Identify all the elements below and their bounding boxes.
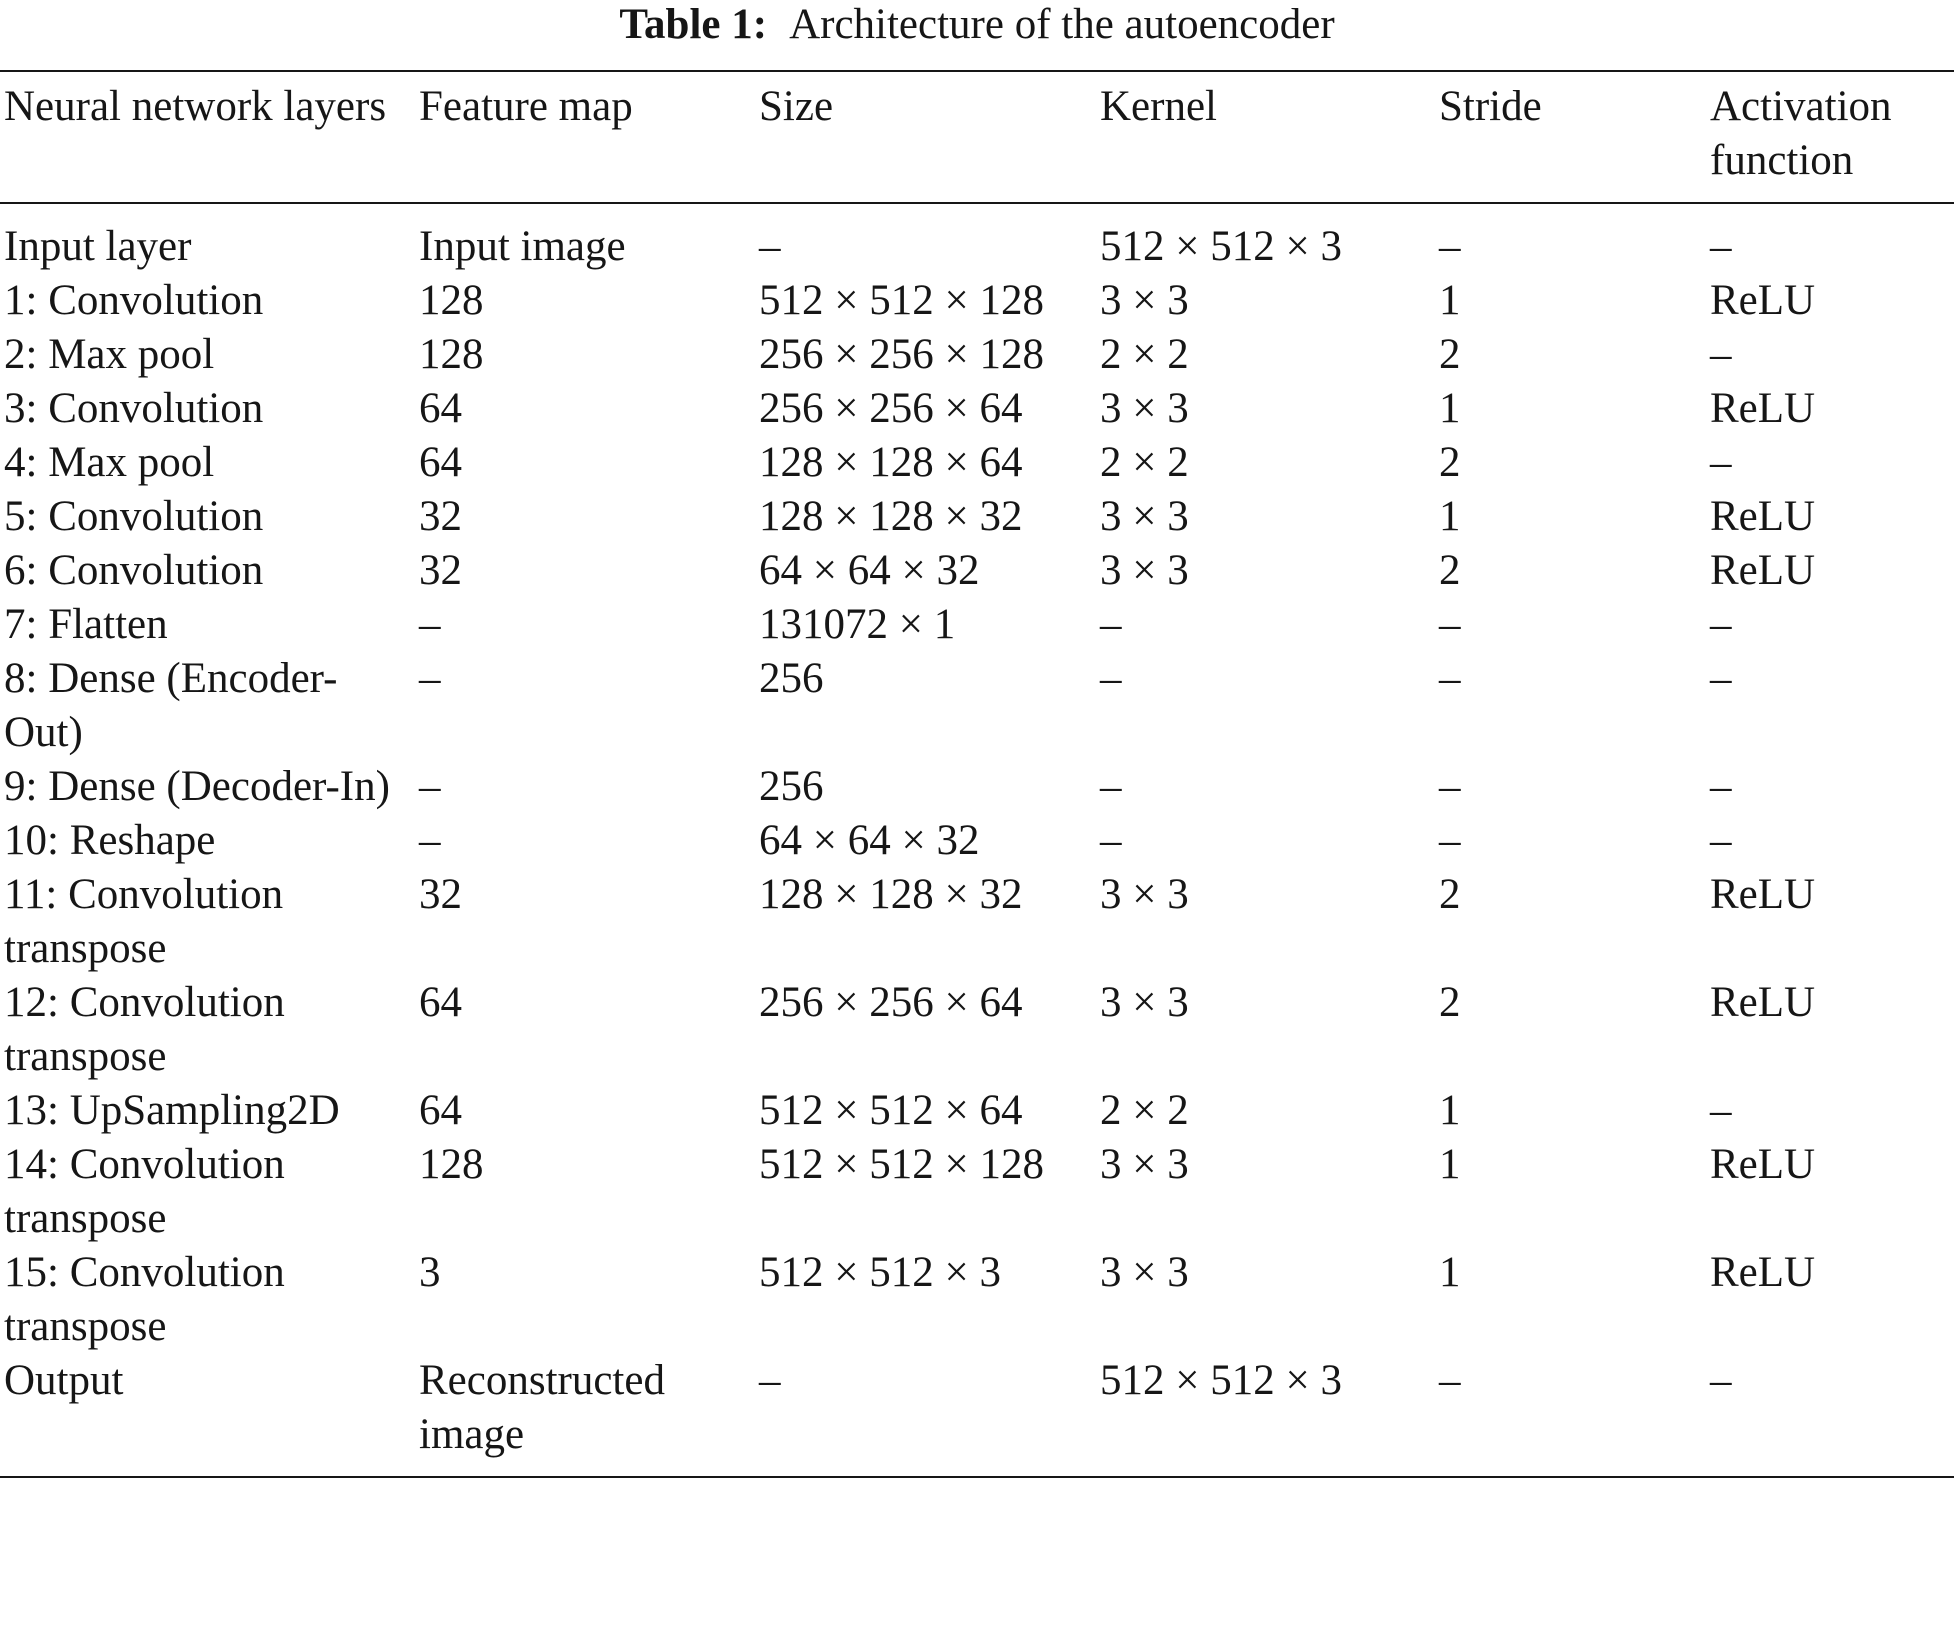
cell-layer: 6: Convolution (4, 547, 264, 594)
cell-activation: – (1710, 817, 1732, 864)
header-activation: Activation function (1706, 71, 1954, 203)
cell-layer: 10: Reshape (4, 817, 216, 864)
cell-layer: 11: Convolution transpose (4, 871, 284, 972)
cell-feature-map: 32 (419, 871, 462, 918)
cell-feature-map: 64 (419, 1087, 462, 1134)
cell-stride: 1 (1439, 277, 1461, 324)
cell-layer: 14: Convolution transpose (4, 1141, 285, 1242)
cell-kernel: – (1100, 817, 1122, 864)
cell-size: 128 × 128 × 32 (759, 871, 1023, 918)
cell-stride: 2 (1439, 547, 1461, 594)
cell-layer: 13: UpSampling2D (4, 1087, 340, 1134)
cell-stride: 2 (1439, 871, 1461, 918)
table-row (0, 382, 1954, 436)
cell-layer: Output (0, 1354, 415, 1477)
cell-activation: – (1710, 223, 1732, 270)
cell-size: 512 × 512 × 128 (759, 277, 1045, 324)
cell-feature-map: 128 (419, 277, 484, 324)
cell-stride: – (1439, 763, 1461, 810)
cell-activation: ReLU (1710, 1249, 1816, 1296)
cell-stride: – (1439, 601, 1461, 648)
cell-activation: ReLU (1710, 385, 1816, 432)
table-row (0, 1138, 1954, 1246)
table-row (0, 436, 1954, 490)
cell-kernel: 3 × 3 (1100, 871, 1189, 918)
cell-size: 64 × 64 × 32 (759, 547, 980, 594)
cell-size: 64 × 64 × 32 (759, 817, 980, 864)
table-row (0, 814, 1954, 868)
cell-kernel: – (1100, 601, 1122, 648)
cell-layer: 15: Convolution transpose (4, 1249, 285, 1350)
cell-layer: Input layer (4, 223, 192, 270)
cell-size: 512 × 512 × 3 (759, 1249, 1002, 1296)
cell-feature-map: 64 (419, 979, 462, 1026)
table-row (0, 598, 1954, 652)
cell-stride: – (1439, 223, 1461, 270)
cell-activation: ReLU (1710, 979, 1816, 1026)
cell-stride: 1 (1439, 493, 1461, 540)
table-caption (0, 2, 1954, 48)
cell-stride: 2 (1439, 331, 1461, 378)
cell-stride: 2 (1439, 439, 1461, 486)
cell-stride: – (1439, 655, 1461, 702)
cell-stride: 1 (1439, 1141, 1461, 1188)
cell-activation: – (1706, 1354, 1954, 1477)
cell-activation: – (1710, 601, 1732, 648)
table-row (0, 274, 1954, 328)
header-stride: Stride (1435, 71, 1706, 203)
cell-size: 131072 × 1 (759, 601, 956, 648)
cell-stride: 2 (1439, 979, 1461, 1026)
cell-size: 512 × 512 × 64 (759, 1087, 1023, 1134)
cell-feature-map: – (419, 655, 441, 702)
cell-feature-map: 32 (419, 547, 462, 594)
cell-kernel: 512 × 512 × 3 (1100, 223, 1343, 270)
cell-feature-map: Input image (419, 223, 626, 270)
cell-kernel: 3 × 3 (1100, 1249, 1189, 1296)
cell-size: – (755, 1354, 1096, 1477)
cell-kernel: 3 × 3 (1100, 547, 1189, 594)
header-row (0, 71, 1954, 203)
cell-feature-map: 3 (419, 1249, 441, 1296)
cell-size: 256 × 256 × 64 (759, 385, 1023, 432)
cell-kernel: 2 × 2 (1100, 331, 1189, 378)
table-row (0, 652, 1954, 760)
cell-size: 512 × 512 × 128 (759, 1141, 1045, 1188)
header-layers: Neural network layers (0, 71, 415, 203)
cell-stride: – (1435, 1354, 1706, 1477)
table-row (0, 490, 1954, 544)
cell-layer: 9: Dense (Decoder-In) (4, 763, 390, 810)
cell-kernel: 3 × 3 (1100, 277, 1189, 324)
header-feature-map: Feature map (415, 71, 755, 203)
cell-feature-map: Reconstructed image (415, 1354, 755, 1477)
cell-kernel: 3 × 3 (1100, 1141, 1189, 1188)
cell-feature-map: 32 (419, 493, 462, 540)
table-caption-text: Architecture of the autoencoder (789, 1, 1335, 48)
table-row (0, 328, 1954, 382)
cell-kernel: 512 × 512 × 3 (1096, 1354, 1435, 1477)
cell-stride: 1 (1439, 385, 1461, 432)
cell-kernel: 3 × 3 (1100, 493, 1189, 540)
cell-kernel: 2 × 2 (1100, 1087, 1189, 1134)
cell-activation: ReLU (1710, 1141, 1816, 1188)
cell-stride: – (1439, 817, 1461, 864)
header-size: Size (755, 71, 1096, 203)
cell-layer: 5: Convolution (4, 493, 264, 540)
cell-activation: – (1710, 763, 1732, 810)
header-kernel: Kernel (1096, 71, 1435, 203)
cell-size: 128 × 128 × 64 (759, 439, 1023, 486)
table-body (0, 203, 1954, 1477)
table-row (0, 1084, 1954, 1138)
cell-feature-map: – (419, 817, 441, 864)
cell-size: 256 × 256 × 64 (759, 979, 1023, 1026)
cell-activation: – (1710, 655, 1732, 702)
cell-activation: ReLU (1710, 547, 1816, 594)
cell-layer: 2: Max pool (4, 331, 215, 378)
cell-activation: – (1710, 1087, 1732, 1134)
architecture-table-container (0, 70, 1954, 1478)
cell-layer: 7: Flatten (4, 601, 168, 648)
cell-kernel: 2 × 2 (1100, 439, 1189, 486)
cell-stride: 1 (1439, 1087, 1461, 1134)
cell-size: 256 × 256 × 128 (759, 331, 1045, 378)
table-row (0, 203, 1954, 274)
table-row (0, 544, 1954, 598)
cell-feature-map: 64 (419, 439, 462, 486)
cell-feature-map: – (419, 763, 441, 810)
table-row (0, 760, 1954, 814)
cell-feature-map: – (419, 601, 441, 648)
cell-feature-map: 128 (419, 331, 484, 378)
table-row (0, 1246, 1954, 1354)
table-caption-label: Table 1: (619, 1, 768, 48)
cell-layer: 4: Max pool (4, 439, 215, 486)
table-row (0, 1354, 1954, 1477)
cell-activation: – (1710, 331, 1732, 378)
cell-kernel: – (1100, 655, 1122, 702)
cell-activation: – (1710, 439, 1732, 486)
cell-layer: 8: Dense (Encoder-Out) (4, 655, 338, 756)
cell-feature-map: 128 (419, 1141, 484, 1188)
cell-size: 256 (759, 763, 824, 810)
cell-size: 128 × 128 × 32 (759, 493, 1023, 540)
cell-feature-map: 64 (419, 385, 462, 432)
cell-activation: ReLU (1710, 871, 1816, 918)
table-row (0, 976, 1954, 1084)
cell-kernel: 3 × 3 (1100, 385, 1189, 432)
cell-kernel: 3 × 3 (1100, 979, 1189, 1026)
cell-kernel: – (1100, 763, 1122, 810)
cell-activation: ReLU (1710, 277, 1816, 324)
cell-activation: ReLU (1710, 493, 1816, 540)
cell-size: 256 (759, 655, 824, 702)
cell-layer: 1: Convolution (4, 277, 264, 324)
table-header (0, 71, 1954, 203)
architecture-table (0, 70, 1954, 1478)
cell-layer: 12: Convolution transpose (4, 979, 285, 1080)
cell-layer: 3: Convolution (4, 385, 264, 432)
cell-size: – (759, 223, 781, 270)
table-row (0, 868, 1954, 976)
cell-stride: 1 (1439, 1249, 1461, 1296)
